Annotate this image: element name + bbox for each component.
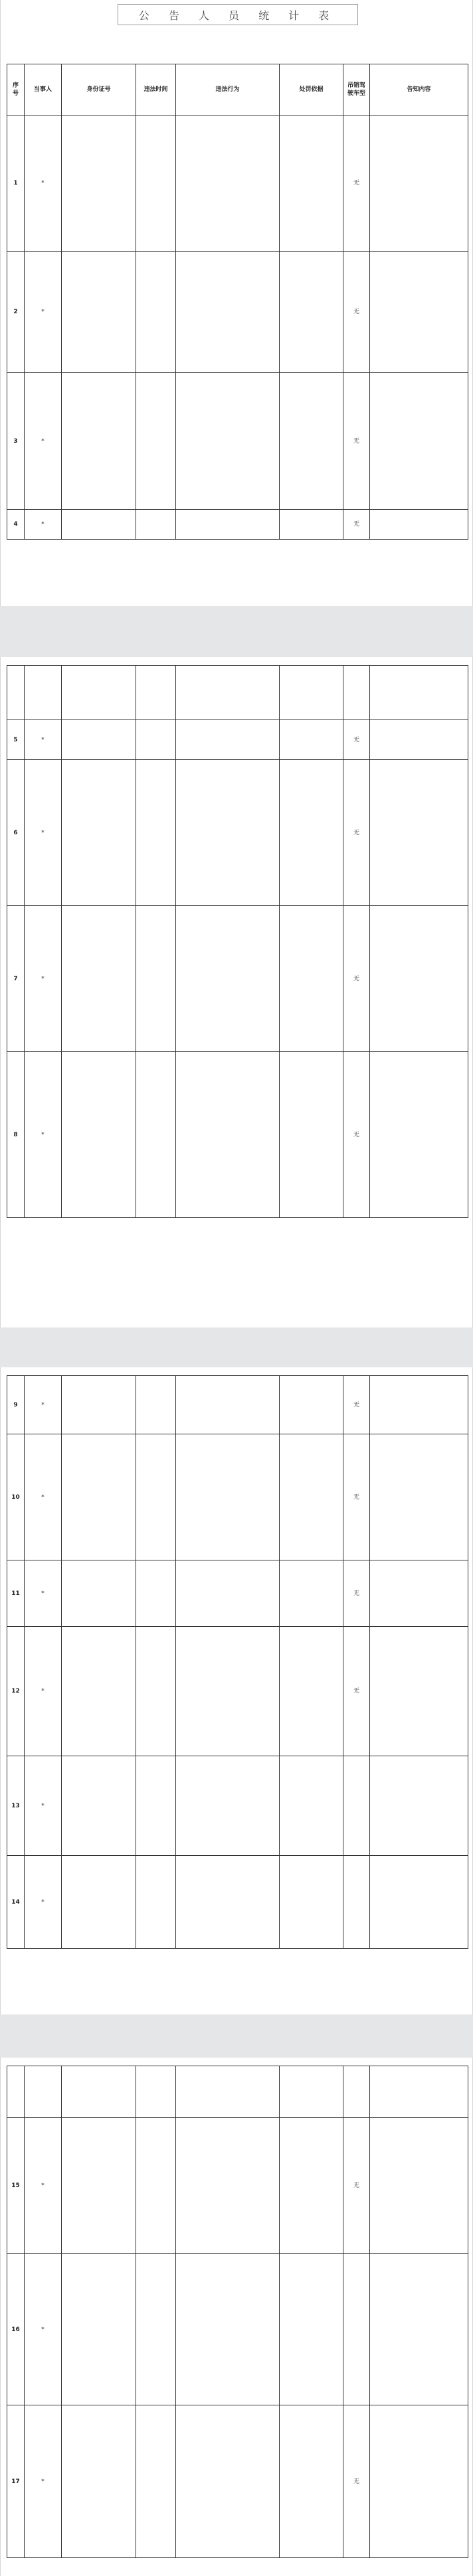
document-title: 公 告 人 员 统 计 表 — [118, 4, 358, 25]
cell-act — [176, 1434, 280, 1560]
cell-id — [62, 720, 136, 760]
cell-time — [136, 1434, 176, 1560]
cell-time — [136, 510, 176, 540]
cell-time — [136, 2066, 176, 2118]
cell-law — [280, 115, 343, 252]
cell-notice — [370, 906, 468, 1052]
cell-class — [343, 1856, 370, 1949]
cell-id — [62, 1376, 136, 1434]
notice-table-page-3 — [7, 1375, 468, 1949]
table-header-row — [7, 64, 468, 115]
cell-name: * — [25, 720, 62, 760]
cell-class — [343, 666, 370, 720]
table-row — [7, 666, 468, 720]
cell-no — [7, 666, 25, 720]
cell-class: 无 — [343, 1376, 370, 1434]
cell-notice — [370, 2405, 468, 2558]
cell-notice — [370, 2254, 468, 2405]
cell-no: 10 — [7, 1434, 25, 1560]
cell-name: * — [25, 510, 62, 540]
header-notice: 告知内容 — [370, 64, 468, 115]
cell-act — [176, 510, 280, 540]
document-page-1 — [0, 0, 473, 606]
cell-name: * — [25, 906, 62, 1052]
cell-act — [176, 1376, 280, 1434]
cell-name: * — [25, 373, 62, 510]
notice-table-page-2 — [7, 665, 468, 1218]
cell-time — [136, 2405, 176, 2558]
table-row — [7, 1856, 468, 1949]
cell-time — [136, 1052, 176, 1218]
cell-law — [280, 510, 343, 540]
cell-name: * — [25, 252, 62, 373]
document-page-4 — [0, 2058, 473, 2576]
cell-name: * — [25, 1560, 62, 1627]
table-row — [7, 1376, 468, 1434]
cell-notice — [370, 1560, 468, 1627]
cell-notice — [370, 510, 468, 540]
cell-no: 6 — [7, 760, 25, 906]
cell-id — [62, 2405, 136, 2558]
cell-law — [280, 1434, 343, 1560]
cell-name: * — [25, 2118, 62, 2254]
table-row — [7, 2066, 468, 2118]
table-row — [7, 252, 468, 373]
cell-id — [62, 1627, 136, 1756]
cell-time — [136, 1560, 176, 1627]
cell-time — [136, 906, 176, 1052]
cell-act — [176, 1627, 280, 1756]
cell-time — [136, 1627, 176, 1756]
cell-law — [280, 760, 343, 906]
cell-name: * — [25, 1434, 62, 1560]
cell-id — [62, 510, 136, 540]
cell-name: * — [25, 2254, 62, 2405]
cell-act — [176, 2066, 280, 2118]
cell-no: 3 — [7, 373, 25, 510]
cell-id — [62, 115, 136, 252]
table-row — [7, 720, 468, 760]
cell-no: 12 — [7, 1627, 25, 1756]
cell-class: 无 — [343, 2118, 370, 2254]
cell-notice — [370, 1856, 468, 1949]
cell-notice — [370, 1756, 468, 1856]
cell-act — [176, 720, 280, 760]
cell-notice — [370, 1434, 468, 1560]
header-name: 当事人 — [25, 64, 62, 115]
table-row — [7, 1627, 468, 1756]
cell-time — [136, 115, 176, 252]
cell-no: 9 — [7, 1376, 25, 1434]
cell-name: * — [25, 1052, 62, 1218]
cell-class: 无 — [343, 510, 370, 540]
cell-law — [280, 1560, 343, 1627]
cell-id — [62, 373, 136, 510]
cell-law — [280, 2254, 343, 2405]
cell-no: 14 — [7, 1856, 25, 1949]
table-row — [7, 760, 468, 906]
cell-no: 11 — [7, 1560, 25, 1627]
cell-no: 17 — [7, 2405, 25, 2558]
cell-law — [280, 720, 343, 760]
cell-law — [280, 2118, 343, 2254]
table-row — [7, 1434, 468, 1560]
cell-id — [62, 666, 136, 720]
cell-act — [176, 373, 280, 510]
cell-time — [136, 720, 176, 760]
cell-law — [280, 1756, 343, 1856]
cell-no: 13 — [7, 1756, 25, 1856]
cell-law — [280, 2405, 343, 2558]
cell-notice — [370, 373, 468, 510]
cell-law — [280, 1856, 343, 1949]
cell-notice — [370, 1627, 468, 1756]
table-row — [7, 1756, 468, 1856]
cell-id — [62, 1052, 136, 1218]
cell-class: 无 — [343, 760, 370, 906]
cell-name: * — [25, 1627, 62, 1756]
cell-act — [176, 666, 280, 720]
table-row — [7, 510, 468, 540]
cell-class: 无 — [343, 1560, 370, 1627]
cell-id — [62, 1434, 136, 1560]
cell-act — [176, 1856, 280, 1949]
cell-law — [280, 666, 343, 720]
cell-class: 无 — [343, 252, 370, 373]
cell-no: 2 — [7, 252, 25, 373]
cell-time — [136, 252, 176, 373]
cell-act — [176, 2118, 280, 2254]
cell-no — [7, 2066, 25, 2118]
table-row — [7, 2118, 468, 2254]
cell-law — [280, 252, 343, 373]
cell-id — [62, 2066, 136, 2118]
cell-class: 无 — [343, 115, 370, 252]
cell-no: 5 — [7, 720, 25, 760]
cell-no: 16 — [7, 2254, 25, 2405]
cell-notice — [370, 666, 468, 720]
table-row — [7, 373, 468, 510]
cell-class: 无 — [343, 1434, 370, 1560]
cell-class — [343, 1756, 370, 1856]
table-row — [7, 1560, 468, 1627]
cell-act — [176, 906, 280, 1052]
cell-no: 1 — [7, 115, 25, 252]
cell-name: * — [25, 2405, 62, 2558]
header-law: 处罚依据 — [280, 64, 343, 115]
cell-time — [136, 1756, 176, 1856]
cell-name — [25, 666, 62, 720]
cell-time — [136, 2118, 176, 2254]
cell-notice — [370, 252, 468, 373]
cell-time — [136, 2254, 176, 2405]
cell-name: * — [25, 115, 62, 252]
cell-id — [62, 906, 136, 1052]
cell-law — [280, 906, 343, 1052]
cell-time — [136, 1376, 176, 1434]
cell-act — [176, 2405, 280, 2558]
cell-no: 7 — [7, 906, 25, 1052]
cell-no: 8 — [7, 1052, 25, 1218]
header-act: 违法行为 — [176, 64, 280, 115]
header-time: 违法时间 — [136, 64, 176, 115]
table-row — [7, 906, 468, 1052]
cell-act — [176, 1560, 280, 1627]
header-class: 吊销驾驶车型 — [343, 64, 370, 115]
cell-name: * — [25, 1376, 62, 1434]
cell-notice — [370, 2066, 468, 2118]
cell-name — [25, 2066, 62, 2118]
cell-law — [280, 1376, 343, 1434]
cell-id — [62, 2118, 136, 2254]
cell-notice — [370, 115, 468, 252]
cell-no: 15 — [7, 2118, 25, 2254]
document-page-2 — [0, 657, 473, 1327]
cell-id — [62, 760, 136, 906]
cell-name: * — [25, 1756, 62, 1856]
cell-notice — [370, 720, 468, 760]
cell-time — [136, 373, 176, 510]
cell-time — [136, 666, 176, 720]
cell-notice — [370, 760, 468, 906]
cell-id — [62, 252, 136, 373]
cell-id — [62, 1756, 136, 1856]
cell-name: * — [25, 1856, 62, 1949]
header-no: 序号 — [7, 64, 25, 115]
header-id: 身份证号 — [62, 64, 136, 115]
cell-act — [176, 760, 280, 906]
cell-class: 无 — [343, 1627, 370, 1756]
table-row — [7, 115, 468, 252]
cell-law — [280, 1052, 343, 1218]
cell-class: 无 — [343, 1052, 370, 1218]
table-row — [7, 1052, 468, 1218]
cell-act — [176, 1052, 280, 1218]
cell-class — [343, 2254, 370, 2405]
cell-no: 4 — [7, 510, 25, 540]
cell-name: * — [25, 760, 62, 906]
table-row — [7, 2405, 468, 2558]
cell-id — [62, 2254, 136, 2405]
cell-class — [343, 2066, 370, 2118]
cell-notice — [370, 2118, 468, 2254]
document-page-3 — [0, 1367, 473, 2014]
cell-class: 无 — [343, 373, 370, 510]
cell-law — [280, 373, 343, 510]
cell-class: 无 — [343, 2405, 370, 2558]
cell-law — [280, 1627, 343, 1756]
cell-act — [176, 115, 280, 252]
cell-act — [176, 2254, 280, 2405]
cell-law — [280, 2066, 343, 2118]
cell-notice — [370, 1376, 468, 1434]
cell-act — [176, 1756, 280, 1856]
cell-class: 无 — [343, 720, 370, 760]
cell-notice — [370, 1052, 468, 1218]
cell-id — [62, 1560, 136, 1627]
cell-time — [136, 1856, 176, 1949]
notice-table-page-1 — [7, 64, 468, 540]
notice-table-page-4 — [7, 2066, 468, 2558]
cell-time — [136, 760, 176, 906]
cell-id — [62, 1856, 136, 1949]
cell-class: 无 — [343, 906, 370, 1052]
table-row — [7, 2254, 468, 2405]
cell-act — [176, 252, 280, 373]
